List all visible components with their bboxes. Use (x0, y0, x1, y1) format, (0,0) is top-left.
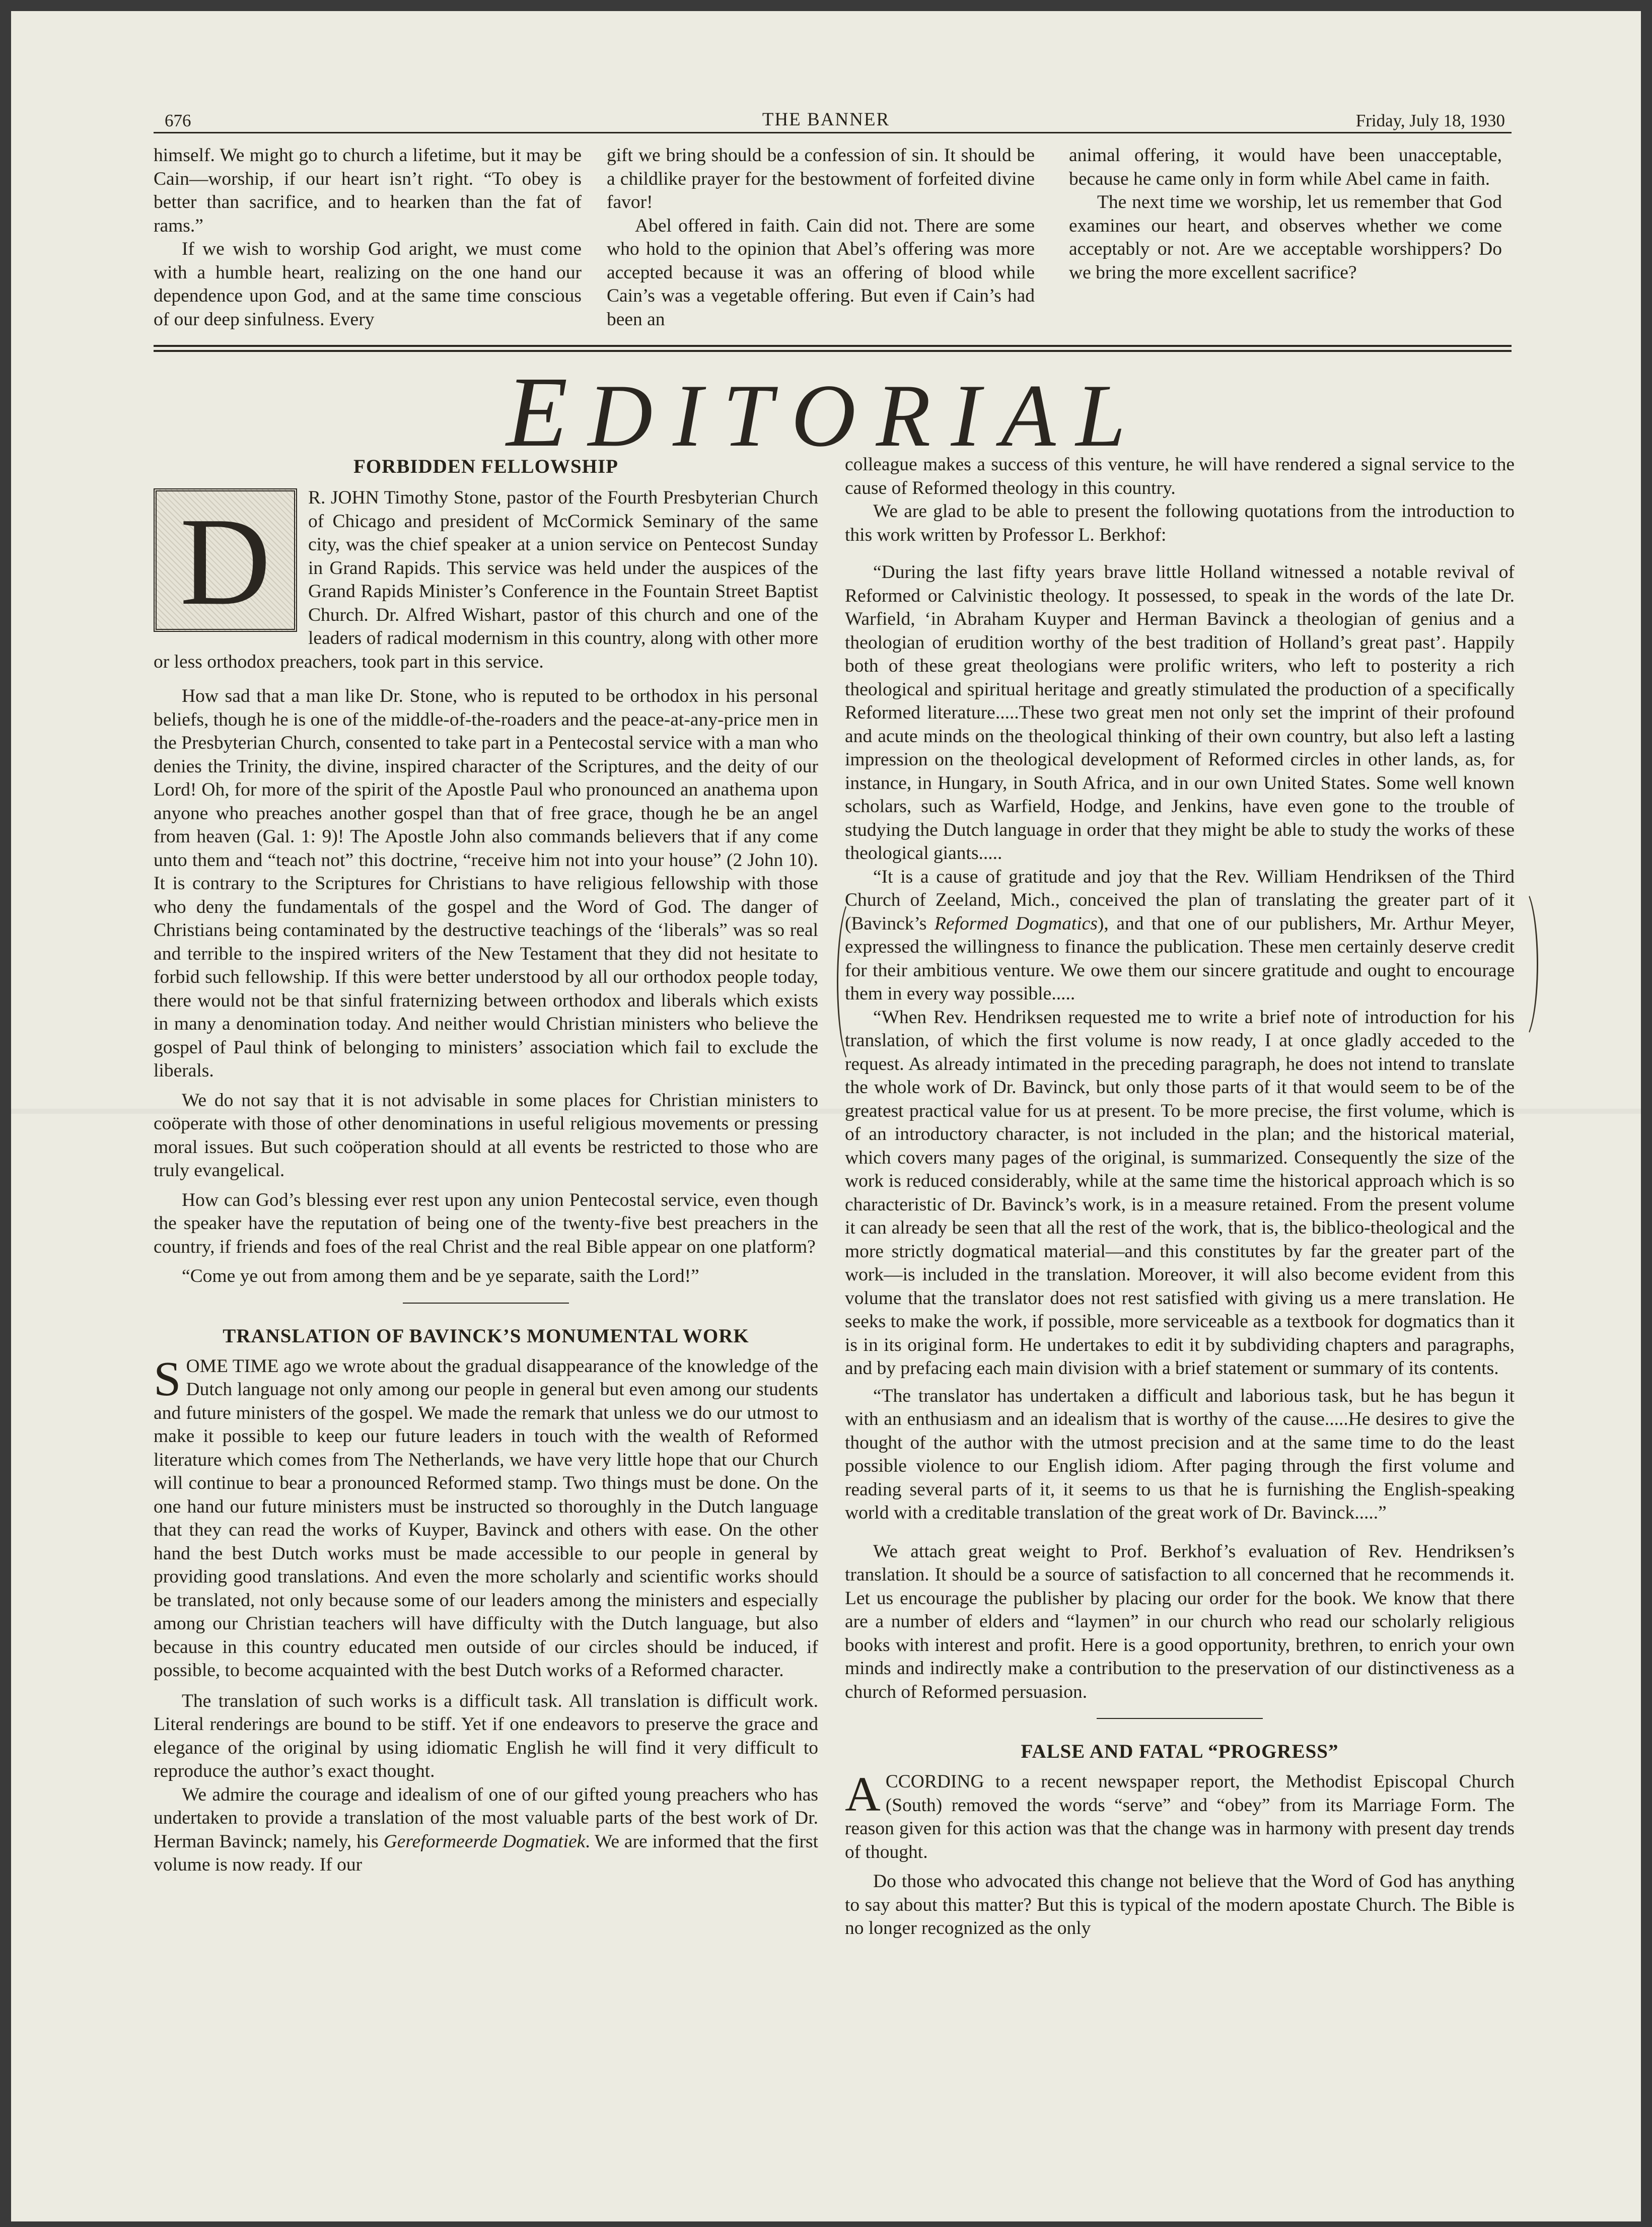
paragraph: The translation of such works is a difficult task. All translation is difficult work. Literal renderings are bound to be stiff. Yet if one endeavors to preserve the grace and elegance of the original by using idiomatic English he will find it very difficult to reproduce the author’s exact thought. (154, 1690, 818, 1781)
section-separator (1097, 1718, 1263, 1719)
paragraph: If we wish to worship God aright, we must come with a humble heart, realizing on the one hand our dependence upon God, and at the same time conscious of our deep sinfulness. Every (154, 239, 582, 330)
quotation-paragraph (845, 866, 1515, 1006)
left-column (154, 454, 818, 1877)
issue-date: Friday, July 18, 1930 (1355, 111, 1505, 130)
double-rule-bottom (154, 350, 1512, 352)
top-column-2 (607, 144, 1035, 331)
text-run: ), and that one of our publishers, Mr. Arthur Meyer, expressed the willingness to finance the publication. These men certainly deserve credit for their ambitious venture. We owe them our sincere gratitude and ought to encourage them in every way possible..... (845, 913, 1515, 1004)
top-column-3 (1069, 144, 1502, 284)
initial-letter: S (154, 1351, 181, 1406)
text-run: . We are informed that the first volume is now ready. If our (154, 1831, 818, 1875)
paragraph (154, 1351, 818, 1683)
masthead-initial: E (506, 356, 588, 468)
paragraph: Abel offered in faith. Cain did not. There are some who hold to the opinion that Abel’s offering was more accepted because it was an offering of blood while Cain’s was a vegetable offering. But even if Cain’s had been an (607, 215, 1035, 330)
paragraph: Do those who advocated this change not believe that the Word of God has anything to say about this matter? But this is typical of the modern apostate Church. The Bible is no longer recognized as the only (845, 1871, 1515, 1938)
paragraph-text: R. JOHN Timothy Stone, pastor of the Fourth Presbyterian Church of Chicago and president of McCormick Seminary of the same city, was the chief speaker at a union service on Pentecost Sunday in Grand Rapids. This service was held under the auspices of the Grand Rapids Minister’s Conference in the Fountain Street Baptist Church. Dr. Alfred Wishart, pastor of this church and one of the leaders of radical modernism in this country, along with other more or less orthodox preachers, took part in this service. (154, 487, 818, 672)
text-run: We admire the courage and idealism of one of our gifted young preachers who has undertaken to provide a translation of the most valuable parts of the best work of Dr. Herman Bavinck; namely, his (154, 1784, 818, 1852)
dropcap-letter: D (180, 492, 271, 631)
header-rule (154, 132, 1512, 133)
paragraph: How can God’s blessing ever rest upon any union Pentecostal service, even though the speaker have the reputation of being one of the twenty-five best preachers in the country, if friends and foes of the real Christ and the real Bible appear on one platform? (154, 1189, 818, 1257)
quotation-paragraph: “The translator has undertaken a difficult and laborious task, but he has begun it with an enthusiasm and an idealism that is worthy of the cause.....He desires to give the thought of the author with the utmost precision and at the same time to do the least possible violence to our English idiom. After paging through the first volume and reading several parts of it, it seems to us that he is furnishing the English-speaking world with a creditable translation of the great work of Dr. Bavinck.....” (845, 1385, 1515, 1523)
paragraph: himself. We might go to church a lifetime, but it may be Cain—worship, if our heart isn’t right. “To obey is better than sacrifice, and to hearken than the fat of rams.” (154, 145, 582, 236)
paragraph: gift we bring should be a confession of sin. It should be a childlike prayer for the bestowment of forfeited divine favor! (607, 145, 1035, 212)
section-separator (403, 1303, 569, 1304)
paragraph (154, 486, 818, 674)
initial-letter: A (845, 1767, 881, 1822)
paragraph: “Come ye out from among them and be ye separate, saith the Lord!” (182, 1266, 699, 1286)
handwritten-bracket-right (1506, 887, 1538, 1041)
publication-name: THE BANNER (762, 109, 890, 130)
right-column (845, 453, 1515, 1941)
article-title-bavinck: TRANSLATION OF BAVINCK’S MONUMENTAL WORK (223, 1325, 749, 1347)
double-rule-top (154, 345, 1512, 347)
article-title-false-progress: FALSE AND FATAL “PROGRESS” (1021, 1741, 1339, 1762)
masthead-rest: DITORIAL (588, 366, 1146, 465)
paragraph: The next time we worship, let us remember that God examines our heart, and observes whether we come acceptably or not. Are we acceptable worshippers? Do we bring the more excellent sacrifice? (1069, 192, 1502, 283)
paragraph: We are glad to be able to present the following quotations from the introduction to this work written by Professor L. Berkhof: (845, 501, 1515, 545)
paragraph: How sad that a man like Dr. Stone, who is reputed to be orthodox in his personal beliefs, though he is one of the middle-of-the-roaders and the peace-at-any-price men in the Presbyterian Church, consented to take part in a Pentecostal service with a man who denies the Trinity, the divine, inspired character of the Scriptures, and the deity of our Lord! Oh, for more of the spirit of the Apostle Paul who pronounced an anathema upon anyone who preaches another gospel than that of free grace, though he be an angel from heaven (Gal. 1: 9)! The Apostle John also commands believers that if any come unto them and “teach not” this doctrine, “receive him not into your house” (2 John 10). It is contrary to the Scriptures for Christians to have religious fellowship with those who deny the fundamentals of the gospel and the Word of God. The danger of Christians being contaminated by the destructive teachings of the ‘liberals” was so real and terrible to the inspired writers of the New Testament that they did not hesitate to forbid such fellowship. If this were better understood by all our orthodox people today, there would not be that sinful fraternizing between orthodox and liberals which exists in many a denomination today. And neither would Christian ministers who believe the gospel of Paul think of belonging to ministers’ association which fail to exclude the liberals. (154, 686, 818, 1081)
text-run: “It is a cause of gratitude and joy that the Rev. William Hendriksen of the Third Church of Zeeland, Mich., conceived the plan of translating the greater part of it (Bavinck’s (845, 866, 1515, 934)
paragraph (845, 1767, 1515, 1864)
handwritten-bracket-left (837, 897, 869, 1066)
paragraph: We attach great weight to Prof. Berkhof’s evaluation of Rev. Hendriksen’s translation. It should be a source of satisfaction to all concerned that he recommends it. Let us encourage the publisher by placing our order for the book. We know that there are a number of elders and “laymen” in our church who read our scholarly religious books with interest and profit. Here is a good opportunity, brethren, to enrich your own minds and indirectly make a contribution to the preservation of our distinctiveness as a church of Reformed persuasion. (845, 1541, 1515, 1702)
newspaper-page (11, 11, 1641, 2221)
quotation-paragraph: “When Rev. Hendriksen requested me to write a brief note of introduction for his translation, of which the first volume is now ready, I at once gladly acceded to the request. As already intimated in the preceding paragraph, he does not intend to translate the whole work of Dr. Bavinck, but only those parts of it that would seem to be of the greatest practical value for us at present. To be more precise, the first volume, which is of an introductory character, is not included in the plan; and the historical material, which covers many pages of the original, is summarized. Consequently the size of the work is reduced considerably, while at the same time the historical approach which is so characteristic of Dr. Bavinck’s work, is in a measure retained. From the present volume it can already be seen that all the rest of the work, that is, the biblico-theological and the more strictly dogmatical material—and this constitutes by far the greater part of the work—is included in the translation. Moreover, it will also become evident from this volume that the translator does not rest satisfied with giving us a mere translation. He seeks to make the work, if possible, more serviceable as a textbook for dogmatics than it is in its original form. He undertakes to edit it by subdividing chapters and paragraphs, and by prefacing each main division with a brief statement or summary of its contents. (845, 1007, 1515, 1379)
paragraph: colleague makes a success of this venture, he will have rendered a signal service to the cause of Reformed theology in this country. (845, 454, 1515, 498)
paragraph: We do not say that it is not advisable in some places for Christian ministers to coöperate with those of other denominations in useful religious movements or pressing moral issues. But such coöperation should at all events be restricted to those who are truly evangelical. (154, 1090, 818, 1181)
paragraph-text: OME TIME ago we wrote about the gradual disappearance of the knowledge of the Dutch language not only among our people in general but even among our students and future ministers of the gospel. We made the remark that unless we do our utmost to make it possible to keep our future leaders in touch with the wealth of Reformed literature which comes from The Netherlands, we have very little hope that our Church will continue to bear a pronounced Reformed stamp. Two things must be done. On the one hand our future ministers must be instructed so thoroughly in the Dutch language that they can read the works of Kuyper, Bavinck and others with ease. On the other hand the best Dutch works must be made accessible to our people in general by providing good translations. And even the more scholarly and scientific works should be translated, not only because some of our leaders among the ministers and especially among our Christian teachers will have difficulty with the Dutch language, but also because in this country educated men outside of our circles should be induced, if possible, to become acquainted with the best Dutch works of a Reformed character. (154, 1355, 818, 1681)
top-column-1 (154, 144, 582, 331)
paragraph (154, 1783, 818, 1877)
quotation-paragraph: “During the last fifty years brave little Holland witnessed a notable revival of Reformed or Calvinistic theology. It possessed, to speak in the words of the late Dr. Warfield, ‘in Abraham Kuyper and Herman Bavinck a theologian of genius and a theologian of erudition worthy of the best tradition of Holland’s great past’. Happily both of these great theologians were prolific writers, who left to posterity a rich theological and spiritual heritage and greatly stimulated the production of a specifically Reformed literature.....These two great men not only set the imprint of their profound and acute minds on the theological thinking of their own country, but also left a lasting impression on the theological development of Reformed circles in other lands, as, for instance, in Hungary, in South Africa, and in our own United States. Some well known scholars, such as Warfield, Hodge, and Jenkins, have even gone to the trouble of studying the Dutch language in order that they might be able to study the works of these theological giants..... (845, 562, 1515, 864)
book-title-italic: Gereformeerde Dogmatiek (383, 1831, 586, 1852)
book-title-italic: Reformed Dogmatics (935, 913, 1098, 934)
ornamental-dropcap (154, 488, 297, 632)
article-title-forbidden-fellowship: FORBIDDEN FELLOWSHIP (353, 456, 618, 477)
page-number: 676 (165, 111, 191, 130)
paragraph-text: CCORDING to a recent newspaper report, the Methodist Episcopal Church (South) removed the words “serve” and “obey” from its Marriage Form. The reason given for this action was that the change was in harmony with present day trends of thought. (845, 1771, 1515, 1862)
paragraph: animal offering, it would have been unacceptable, because he came only in form while Abel came in faith. (1069, 145, 1502, 189)
